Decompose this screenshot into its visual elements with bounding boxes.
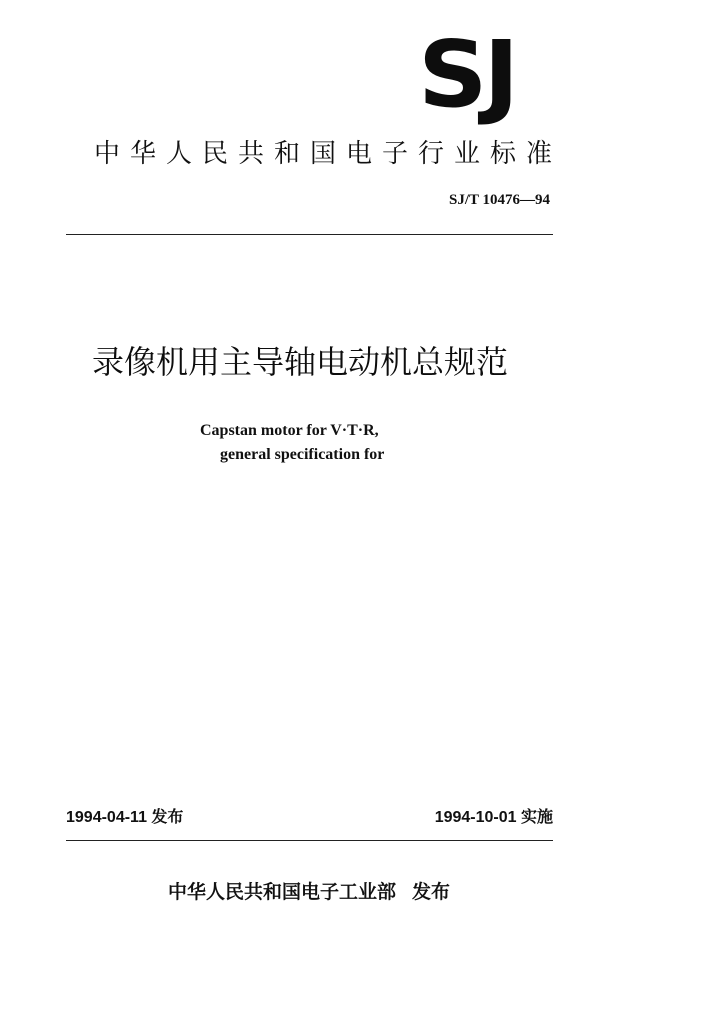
implement-date: 1994-10-01 实施 xyxy=(434,809,553,826)
release-date: 1994-04-11 发布 xyxy=(66,809,184,826)
publisher-line xyxy=(168,878,488,906)
publish-word: 发布 xyxy=(412,881,451,903)
sj-logo: SJ xyxy=(418,21,516,128)
standard-code: SJ/T 10476—94 xyxy=(449,192,550,208)
title-chinese: 录像机用主导轴电动机总规范 xyxy=(92,343,509,381)
bottom-divider xyxy=(66,840,553,841)
title-english-line1: Capstan motor for V·T·R, xyxy=(200,422,379,439)
title-english-line2: general specification for xyxy=(220,446,385,463)
top-divider xyxy=(66,234,553,235)
issuer-heading: 中华人民共和国电子行业标准 xyxy=(94,139,563,169)
publisher-name: 中华人民共和国电子工业部 xyxy=(168,881,397,903)
